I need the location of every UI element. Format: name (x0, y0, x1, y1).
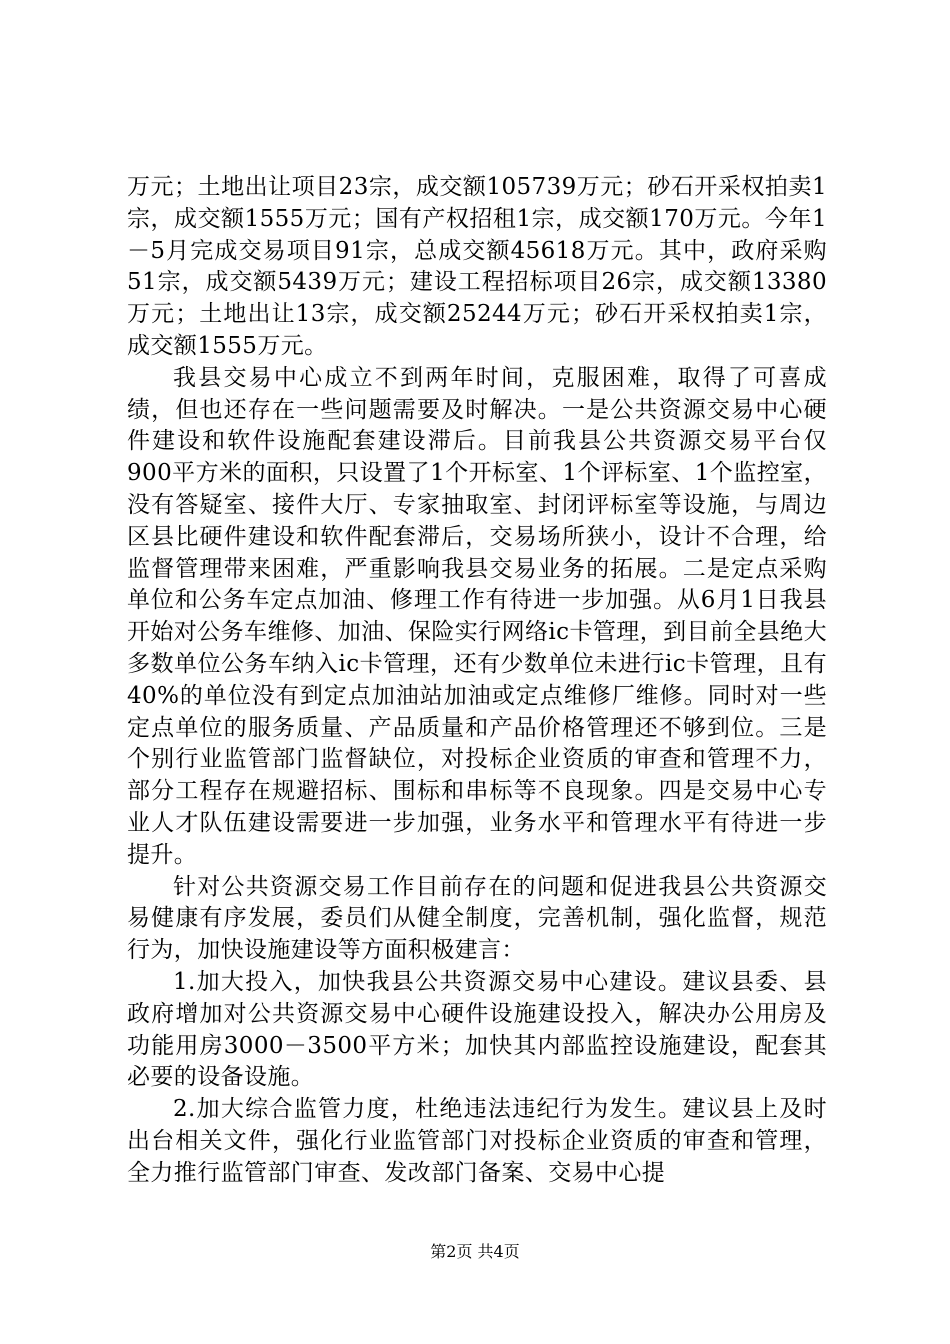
page-number-label: 第2页 共4页 (430, 1242, 520, 1261)
paragraph-2: 我县交易中心成立不到两年时间，克服困难，取得了可喜成绩，但也还存在一些问题需要及时解决。一是公共资源交易中心硬件建设和软件设施配套建设滞后。目前我县公共资源交易平台仅900平方米的面积，只设置了1个开标室、1个评标室、1个监控室，没有答疑室、接件大厅、专家抽取室、封闭评标室等设施，与周边区县比硬件建设和软件配套滞后，交易场所狭小，设计不合理，给监督管理带来困难，严重影响我县交易业务的拓展。二是定点采购单位和公务车定点加油、修理工作有待进一步加强。从6月1日我县开始对公务车维修、加油、保险实行网络ic卡管理，到目前全县绝大多数单位公务车纳入ic卡管理，还有少数单位未进行ic卡管理，且有40%的单位没有到定点加油站加油或定点维修厂维修。同时对一些定点单位的服务质量、产品质量和产品价格管理还不够到位。三是个别行业监管部门监督缺位，对投标企业资质的审查和管理不力，部分工程存在规避招标、围标和串标等不良现象。四是交易中心专业人才队伍建设需要进一步加强，业务水平和管理水平有待进一步提升。 (127, 364, 827, 868)
paragraph-4: 1.加大投入，加快我县公共资源交易中心建设。建议县委、县政府增加对公共资源交易中心硬件设施建设投入，解决办公用房及功能用房3000－3500平方米；加快其内部监控设施建设，配套其必要的设备设施。 (127, 968, 827, 1091)
paragraph-5: 2.加大综合监管力度，杜绝违法违纪行为发生。建议县上及时出台相关文件，强化行业监管部门对投标企业资质的审查和管理，全力推行监管部门审查、发改部门备案、交易中心提 (127, 1096, 827, 1186)
document-body (127, 172, 827, 1190)
paragraph-3: 针对公共资源交易工作目前存在的问题和促进我县公共资源交易健康有序发展，委员们从健全制度，完善机制，强化监督，规范行为，加快设施建设等方面积极建言： (127, 873, 827, 964)
paragraph-1: 万元；土地出让项目23宗，成交额105739万元；砂石开采权拍卖1宗，成交额1555万元；国有产权招租1宗，成交额170万元。今年1－5月完成交易项目91宗，总成交额45618万元。其中，政府采购51宗，成交额5439万元；建设工程招标项目26宗，成交额13380万元；土地出让13宗，成交额25244万元；砂石开采权拍卖1宗，成交额1555万元。 (127, 174, 827, 359)
page-footer (0, 1242, 950, 1262)
